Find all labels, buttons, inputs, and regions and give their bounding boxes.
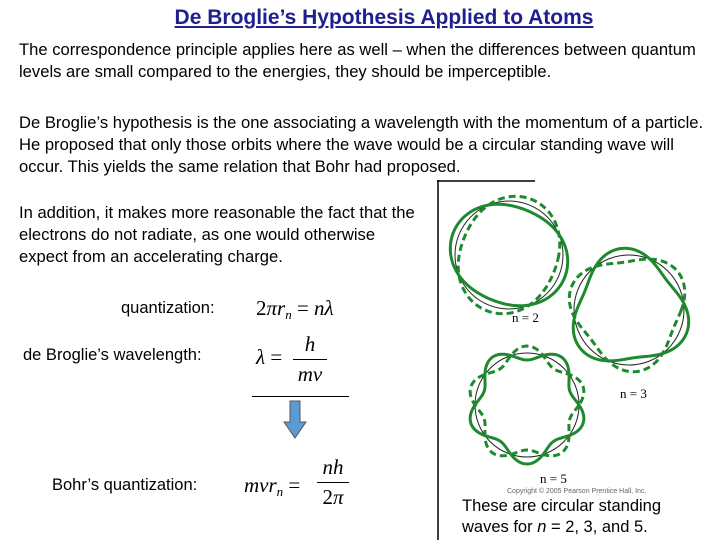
copyright-text: Copyright © 2005 Pearson Prentice Hall, Inc.: [507, 488, 647, 495]
figure-caption: [462, 496, 712, 538]
label-n2: n = 2: [512, 310, 539, 325]
caption-text-2: = 2, 3, and 5.: [546, 518, 648, 536]
paragraph-correspondence: The correspondence principle applies here as well – when the differences between quantum levels are small compared to the energies, they should be imperceptible.: [19, 40, 696, 81]
standing-waves-figure: [437, 180, 720, 540]
label-n3: n = 3: [620, 386, 647, 401]
wavelength-label: de Broglie’s wavelength:: [23, 346, 202, 364]
bohr-label: Bohr’s quantization:: [52, 476, 198, 494]
paragraph-de-broglie: De Broglie’s hypothesis is the one associating a wavelength with the momentum of a particle. He proposed that only those orbits where the wave would be a circular standing wave will occur. This yields the same relation that Bohr had proposed.: [19, 113, 704, 176]
bohr-lhs: mvr$_n$ =: [244, 473, 301, 499]
caption-text-1: These are circular standing waves for: [462, 497, 662, 536]
label-n5: n = 5: [540, 471, 567, 486]
separator-line: [252, 396, 349, 397]
wavelength-lhs: λ =: [256, 345, 283, 369]
down-arrow-icon: [283, 400, 307, 440]
paragraph-radiation: In addition, it makes more reasonable the fact that the electrons do not radiate, as one would otherwise expect from an accelerating charge.: [19, 203, 415, 266]
quantization-equation: $2\pi r_n = n\lambda$: [256, 296, 334, 322]
quantization-label: quantization:: [121, 299, 215, 317]
bohr-fraction: nh 2π: [317, 455, 349, 510]
slide-title: De Broglie’s Hypothesis Applied to Atoms: [174, 6, 594, 29]
caption-n: n: [537, 518, 547, 536]
wavelength-fraction: h mv: [293, 332, 327, 387]
